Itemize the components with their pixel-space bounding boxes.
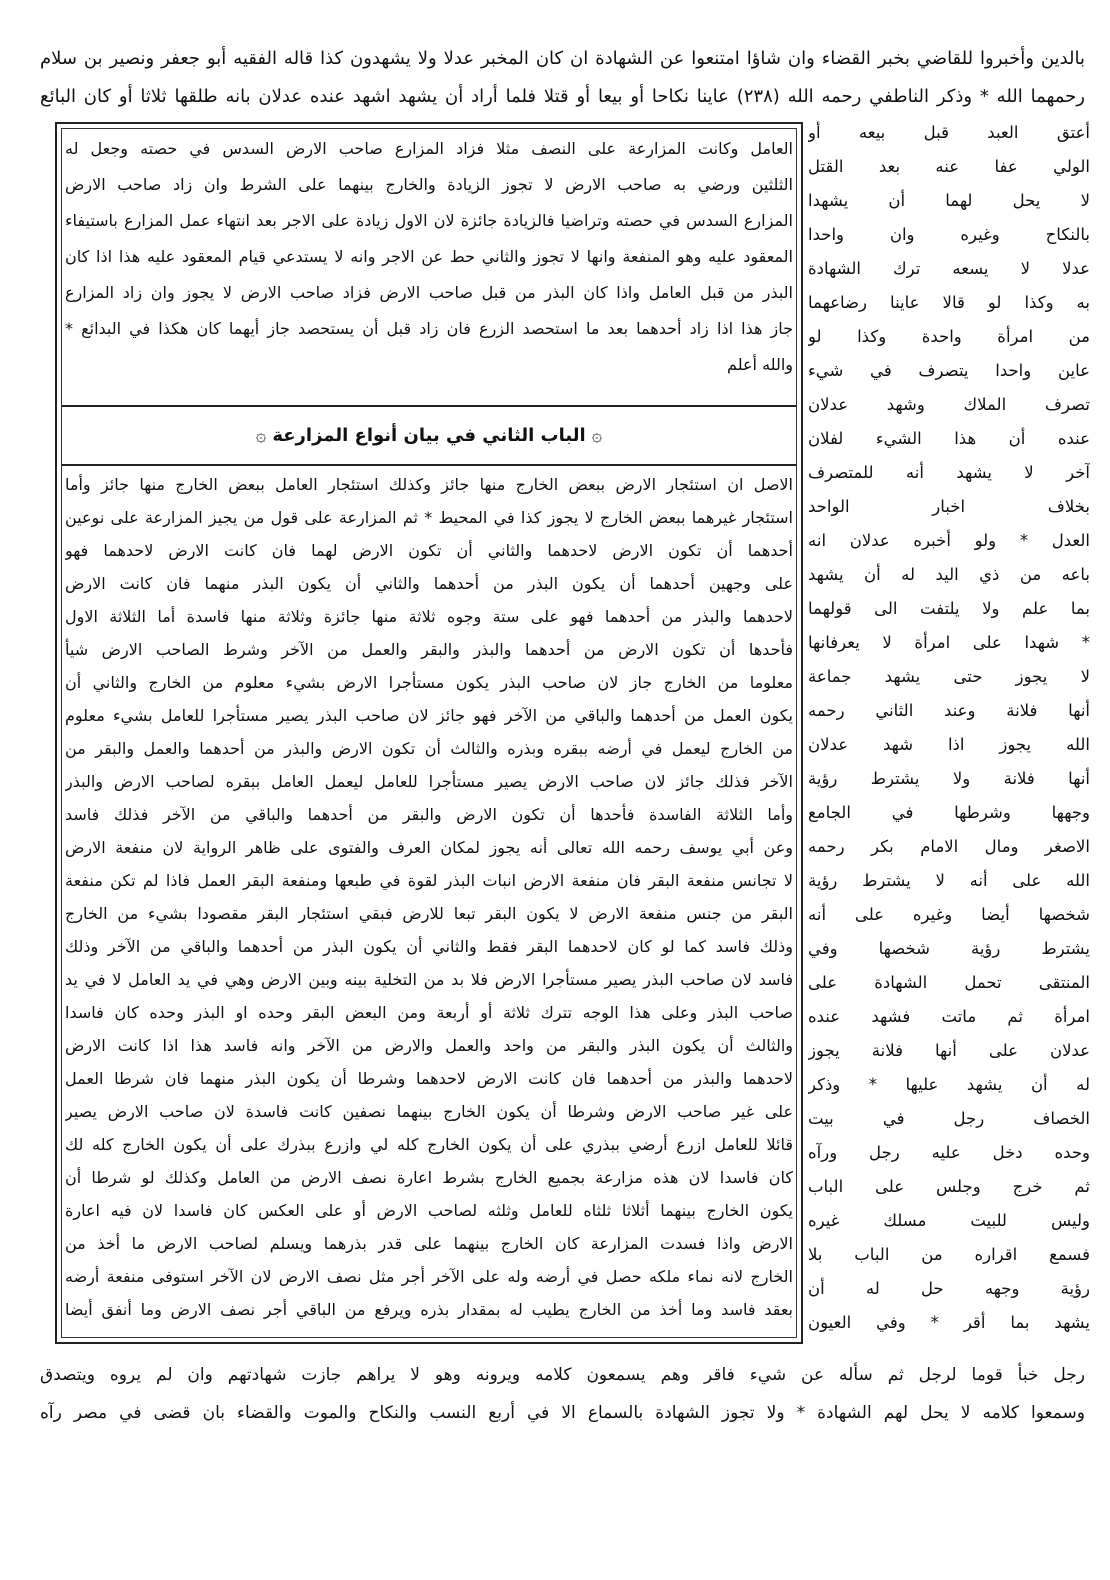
side-line: بالنكاح وغيره وان واحدا	[808, 225, 1090, 244]
divider-line	[62, 464, 796, 466]
body-line: يكون الخارج بينهما أثلاثا ثلثاه للعامل وثلثه لصاحب الارض أو على العكس كان فاسدا لان فيه اعارة	[65, 1201, 793, 1220]
body-line: والثالث أن يكون البذر والبقر من واحد والعمل والارض من الآخر وانه فاسد هذا اذا كانت الارض	[65, 1036, 793, 1055]
body-line: فأحدها أن تكون الارض من أحدهما والبذر والبقر والعمل من الآخر وشرط الصاحب الارض شيأ	[65, 640, 793, 659]
body-line: من الخارج ليعمل في أرضه ببقره وبذره والثالث أن تكون الارض والبذر من أحدهما والعمل والبقر من	[65, 739, 793, 758]
side-line: الولي عفا عنه بعد القتل	[808, 157, 1090, 176]
side-line: يشهد بما أقر * وفي العيون	[808, 1313, 1090, 1332]
chapter-title: الباب الثاني في بيان أنواع المزارعة	[272, 425, 586, 446]
side-line: من امرأة واحدة وكذا لو	[808, 327, 1090, 346]
top-line: رحمهما الله * وذكر الناطفي رحمه الله (٢٣٨) عاينا نكاحا أو بيعا أو قتلا فلما أراد أن يشهد اشهد عنده عدلان بانه طلقها ثلاثا أو كان البائع	[40, 86, 1085, 107]
side-line: * شهدا على امرأة لا يعرفانها	[808, 633, 1090, 652]
main-line: العامل وكانت المزارعة على النصف مثلا فزاد المزارع صاحب الارض السدس في حصته وجعل له	[65, 139, 793, 158]
bottom-line: وسمعوا كلامه لا يحل لهم الشهادة * ولا تجوز الشهادة بالسماع الا في أربع النسب والنكاح والموت والقضاء بان قضى في مصر رآه	[40, 1403, 1085, 1423]
side-line: رؤية وجهه حل له أن	[808, 1279, 1090, 1298]
ornament-icon: ۞	[591, 425, 603, 446]
side-line: لا يحل لهما أن يشهدا	[808, 191, 1090, 210]
side-line: عاين واحدا يتصرف في شيء	[808, 361, 1090, 380]
body-line: فاسد لان صاحب البذر يصير مستأجرا الارض فلا بد من التخلية بينه وبين الارض وهي في يد العامل لا في يد	[65, 970, 793, 989]
main-line: والله أعلم	[727, 355, 793, 374]
main-line: البذر من قبل العامل واذا كان البذر من قبل صاحب الارض فزاد صاحب الارض لا يجوز وان زاد المزارع	[65, 283, 793, 302]
side-line: العدل * ولو أخبره عدلان انه	[808, 531, 1090, 550]
side-line: يشترط رؤية شخصها وفي	[808, 939, 1090, 958]
top-line: بالدين وأخبروا للقاضي بخبر القضاء وان شاؤا امتنعوا عن الشهادة ان كان المخبر عدلا ولا يشهدون كذا قاله الفقيه أبو جعفر ونصير بن سلام	[40, 48, 1085, 69]
main-line: جاز هذا اذا زاد أحدهما بعد ما استحصد الزرع فان زاد قبل أن يستحصد جاز أيهما كان هكذا في البدائع *	[65, 319, 793, 338]
side-line: باعه من ذي اليد له أن يشهد	[808, 565, 1090, 584]
side-line: بما علم ولا يلتفت الى قولهما	[808, 599, 1090, 618]
body-line: الاصل ان استئجار الارض ببعض الخارج منها جائز وكذلك استئجار العامل ببعض الخارج منها جائز وأما	[65, 475, 793, 494]
body-line: وأما الثلاثة الفاسدة فأحدها أن تكون الارض والبقر من أحدهما والباقي من الآخر فذلك فاسد	[65, 805, 793, 824]
side-line: الخصاف رجل في بيت	[808, 1109, 1090, 1128]
body-line: لا تجانس منفعة البقر فان منفعة الارض انبات البذر لقوة في طبعها ومنفعة البقر العمل فاذا لم تكن منفعة	[65, 871, 793, 890]
chapter-heading	[62, 418, 796, 454]
side-line: شخصها أيضا وغيره على أنه	[808, 905, 1090, 924]
body-line: وعن أبي يوسف رحمه الله تعالى أنه يجوز لمكان العرف والفتوى على ظاهر الرواية لان منفعة الارض	[65, 838, 793, 857]
body-line: صاحب البذر وعلى هذا الوجه تترك ثلاثة أو أربعة ومن البعض البقر وحده او البذر وحده كان فاسدا	[65, 1003, 793, 1022]
side-line: وليس للبيت مسلك غيره	[808, 1211, 1090, 1230]
side-line: آخر لا يشهد أنه للمتصرف	[808, 463, 1090, 482]
divider-line	[62, 405, 796, 407]
main-line: المزارع السدس في حصته وتراضيا فالزيادة جائزة لان الاول زيادة على الاجر بعد انتهاء عمل المزارع باستيفاء	[65, 211, 793, 230]
side-line: وحده دخل عليه رجل ورآه	[808, 1143, 1090, 1162]
body-line: معلوما من الخارج جاز لان صاحب البذر يكون مستأجرا الارض بشيء معلوم من الخارج والثاني أن	[65, 673, 793, 692]
main-line: المعقود عليه وهو المنفعة وانها لا تجوز والثاني حط عن الاجر وانه لا يستدعي قيام المعقود عليه هذا اذا كان	[65, 247, 793, 266]
body-line: الخارج لانه نماء ملكه حصل في أرضه وله على الآخر أجر مثل نصف الارض لان الآخر استوفى منفعة أرضه	[65, 1267, 793, 1286]
side-line: أعتق العبد قبل بيعه أو	[808, 123, 1090, 142]
body-line: الآخر فذلك جائز لان صاحب الارض يصير مستأجرا للعامل ليعمل العامل ببقره لصاحب الارض والبذر	[65, 772, 793, 791]
body-line: البقر من جنس منفعة الارض لا يكون البقر تبعا للارض فبقي استئجار البقر مقصودا بشيء من الخارج	[65, 904, 793, 923]
body-line: قائلا للعامل ازرع أرضي ببذري على أن يكون الخارج كله لي وازرع ببذرك على أن يكون الخارج كله لك	[65, 1135, 793, 1154]
side-line: أنها فلانة ولا يشترط رؤية	[808, 769, 1090, 788]
side-line: وجهها وشرطها في الجامع	[808, 803, 1090, 822]
bottom-line: رجل خبأ قوما لرجل ثم سأله عن شيء فاقر وهم يسمعون كلامه ويرونه وهو لا يراهم جازت شهادتهم وان لم يروه ويتصدق	[40, 1365, 1085, 1385]
body-line: لاحدهما والبذر من أحدهما فهو على ستة وجوه ثلاثة منها جائزة وثلاثة منها فاسدة أما الثلاثة الاول	[65, 607, 793, 626]
side-line: ثم خرج وجلس على الباب	[808, 1177, 1090, 1196]
body-line: يكون العمل من أحدهما والباقي من الآخر فهو جائز لان صاحب البذر يصير مستأجرا للعامل بشيء معلوم	[65, 706, 793, 725]
body-line: أحدهما أن تكون الارض لاحدهما والثاني أن تكون الارض لهما فان كانت الارض لاحدهما فهو	[65, 541, 793, 560]
body-line: بعقد فاسد وما أخذ من الخارج يطيب له بمقدار بذره ويرفع من الباقي أجر نصف الارض وما أنفق أيضا	[65, 1300, 793, 1319]
side-line: فسمع اقراره من الباب بلا	[808, 1245, 1090, 1264]
body-line: وذلك فاسد كما لو كان لاحدهما البقر فقط والثاني أن يكون البذر من أحدهما والباقي من الآخر وذلك	[65, 937, 793, 956]
side-line: الله على أنه لا يشترط رؤية	[808, 871, 1090, 890]
side-line: أنها فلانة وعند الثاني رحمه	[808, 701, 1090, 720]
body-line: على غير صاحب الارض وشرطا أن يكون الخارج بينهما نصفين كانت فاسدة لان صاحب الارض يصير	[65, 1102, 793, 1121]
body-line: استئجار غيرهما ببعض الخارج لا يجوز كذا في المحيط * ثم المزارعة على قول من يجيز المزارعة على نوعين	[65, 508, 793, 527]
body-line: الارض واذا فسدت المزارعة كان الخارج بينهما على قدر بذرهما ويسلم لصاحب الارض ما أخذ من	[65, 1234, 793, 1253]
side-line: امرأة ثم ماتت فشهد عنده	[808, 1007, 1090, 1026]
side-line: عدلان على أنها فلانة يجوز	[808, 1041, 1090, 1060]
side-line: بخلاف اخبار الواحد	[808, 497, 1090, 516]
side-line: لا يجوز حتى يشهد جماعة	[808, 667, 1090, 686]
side-line: الله يجوز اذا شهد عدلان	[808, 735, 1090, 754]
main-line: الثلثين ورضي به صاحب الارض لا تجوز الزيادة والخارج بينهما على الشرط وان زاد صاحب الارض	[65, 175, 793, 194]
side-line: به وكذا لو قالا عاينا رضاعهما	[808, 293, 1090, 312]
side-line: المنتقى تحمل الشهادة على	[808, 973, 1090, 992]
body-line: لاحدهما والبذر من أحدهما فان كانت الارض لاحدهما وشرطا أن يكون البذر منهما فان شرطا العمل	[65, 1069, 793, 1088]
side-line: له أن يشهد عليها * وذكر	[808, 1075, 1090, 1094]
side-line: عدلا لا يسعه ترك الشهادة	[808, 259, 1090, 278]
body-line: على وجهين أحدهما أن يكون البذر من أحدهما والثاني أن يكون البذر منهما فان كانت الارض	[65, 574, 793, 593]
body-line: كان فاسدا لان هذه مزارعة بجميع الخارج بشرط اعارة نصف الارض من العامل وكذلك لو شرطا أن	[65, 1168, 793, 1187]
side-line: الاصغر ومال الامام بكر رحمه	[808, 837, 1090, 856]
side-line: تصرف الملاك وشهد عدلان	[808, 395, 1090, 414]
side-line: عنده أن هذا الشيء لفلان	[808, 429, 1090, 448]
ornament-icon: ۞	[255, 425, 267, 446]
